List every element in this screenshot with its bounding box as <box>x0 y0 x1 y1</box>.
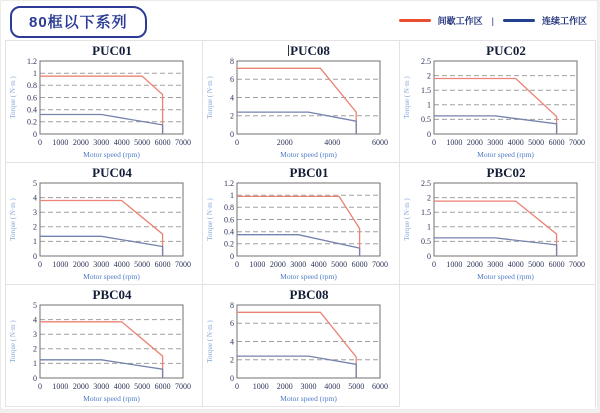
chart-cell-pbc04 <box>6 285 203 407</box>
svg-text:2000: 2000 <box>72 382 89 391</box>
svg-text:Torque ( N·m ): Torque ( N·m ) <box>403 198 411 241</box>
svg-text:Motor speed (rpm): Motor speed (rpm) <box>280 150 337 159</box>
svg-text:3: 3 <box>33 208 37 217</box>
svg-text:0.6: 0.6 <box>27 93 37 103</box>
svg-text:5000: 5000 <box>528 260 545 269</box>
svg-text:8: 8 <box>230 58 234 66</box>
chart-title: PBC01 <box>289 165 329 180</box>
torque-speed-chart-puc01 <box>6 58 202 162</box>
svg-text:Torque ( N·m ): Torque ( N·m ) <box>9 320 17 363</box>
chart-title: PUC08 <box>229 43 389 58</box>
svg-text:0: 0 <box>33 373 37 383</box>
svg-text:3000: 3000 <box>93 260 110 269</box>
svg-text:1000: 1000 <box>52 382 69 391</box>
svg-text:1: 1 <box>33 237 37 247</box>
header <box>1 1 597 40</box>
svg-text:2: 2 <box>427 71 431 81</box>
torque-speed-chart-puc02 <box>400 58 596 162</box>
svg-text:0.4: 0.4 <box>27 105 37 115</box>
chart-title: PUC04 <box>92 165 132 180</box>
svg-text:0.4: 0.4 <box>224 227 234 237</box>
intermittent-legend-label: 间歇工作区 <box>437 16 483 26</box>
svg-text:7000: 7000 <box>569 260 585 269</box>
chart-cell-puc04 <box>6 163 203 285</box>
svg-text:6000: 6000 <box>154 138 171 147</box>
svg-text:4000: 4000 <box>507 260 524 269</box>
svg-text:4000: 4000 <box>324 138 341 147</box>
svg-text:0: 0 <box>427 251 431 261</box>
svg-text:0.2: 0.2 <box>224 239 234 249</box>
svg-text:4: 4 <box>33 315 37 325</box>
svg-text:1.5: 1.5 <box>421 208 431 217</box>
torque-speed-chart-puc04 <box>6 180 202 284</box>
svg-text:Motor speed (rpm): Motor speed (rpm) <box>280 394 337 403</box>
svg-text:2000: 2000 <box>269 260 286 269</box>
svg-text:1: 1 <box>427 100 431 110</box>
svg-text:4000: 4000 <box>507 138 524 147</box>
svg-text:5000: 5000 <box>528 138 545 147</box>
chart-grid <box>5 40 596 407</box>
svg-text:4: 4 <box>33 193 37 203</box>
legend <box>399 14 587 27</box>
svg-text:Torque ( N·m ): Torque ( N·m ) <box>206 198 214 241</box>
svg-text:0.5: 0.5 <box>421 115 431 125</box>
svg-text:8: 8 <box>230 302 234 310</box>
svg-text:2000: 2000 <box>72 138 89 147</box>
svg-text:2000: 2000 <box>276 138 293 147</box>
svg-text:4000: 4000 <box>113 382 130 391</box>
svg-text:5000: 5000 <box>348 382 365 391</box>
svg-text:4000: 4000 <box>113 260 130 269</box>
svg-text:1000: 1000 <box>446 260 463 269</box>
svg-text:5000: 5000 <box>134 382 151 391</box>
svg-text:0: 0 <box>38 138 42 147</box>
svg-text:3000: 3000 <box>93 138 110 147</box>
svg-text:Torque ( N·m ): Torque ( N·m ) <box>403 76 411 119</box>
torque-speed-chart-puc08 <box>203 58 399 162</box>
chart-cell-puc01 <box>6 41 203 163</box>
svg-text:6: 6 <box>230 75 234 85</box>
torque-speed-chart-pbc04 <box>6 302 202 406</box>
svg-text:5: 5 <box>33 302 37 310</box>
svg-text:0: 0 <box>33 129 37 139</box>
svg-text:7000: 7000 <box>175 260 191 269</box>
svg-text:7000: 7000 <box>175 382 191 391</box>
chart-title: PUC02 <box>486 43 526 58</box>
svg-text:1.5: 1.5 <box>421 86 431 95</box>
svg-text:1000: 1000 <box>446 138 463 147</box>
svg-text:Motor speed (rpm): Motor speed (rpm) <box>280 272 337 281</box>
svg-text:3000: 3000 <box>93 382 110 391</box>
svg-text:Torque ( N·m ): Torque ( N·m ) <box>9 198 17 241</box>
svg-text:Torque ( N·m ): Torque ( N·m ) <box>206 320 214 363</box>
svg-text:4: 4 <box>230 93 234 103</box>
svg-text:4: 4 <box>230 337 234 347</box>
chart-cell-puc02 <box>400 41 596 163</box>
svg-text:1000: 1000 <box>249 260 266 269</box>
svg-text:3000: 3000 <box>290 260 307 269</box>
svg-text:2: 2 <box>427 193 431 203</box>
svg-text:Torque ( N·m ): Torque ( N·m ) <box>206 76 214 119</box>
svg-text:6000: 6000 <box>154 260 171 269</box>
chart-title: PBC08 <box>289 287 329 302</box>
svg-text:2: 2 <box>230 355 234 365</box>
svg-text:3000: 3000 <box>300 382 317 391</box>
svg-text:0: 0 <box>235 382 239 391</box>
svg-text:Motor speed (rpm): Motor speed (rpm) <box>83 272 140 281</box>
svg-text:5000: 5000 <box>331 260 348 269</box>
svg-text:2: 2 <box>33 222 37 232</box>
svg-text:Torque ( N·m ): Torque ( N·m ) <box>9 76 17 119</box>
svg-text:0: 0 <box>230 129 234 139</box>
svg-text:2: 2 <box>230 111 234 121</box>
empty-cell <box>400 285 596 407</box>
svg-text:5000: 5000 <box>134 138 151 147</box>
svg-text:6000: 6000 <box>154 382 171 391</box>
svg-text:0: 0 <box>432 138 436 147</box>
svg-text:0.6: 0.6 <box>224 215 234 225</box>
svg-text:1.2: 1.2 <box>224 180 234 188</box>
svg-text:Motor speed (rpm): Motor speed (rpm) <box>83 150 140 159</box>
intermittent-line-swatch <box>399 19 431 22</box>
svg-text:3000: 3000 <box>487 260 504 269</box>
svg-text:0: 0 <box>235 260 239 269</box>
svg-text:Motor speed (rpm): Motor speed (rpm) <box>477 150 534 159</box>
chart-cell-pbc02 <box>400 163 596 285</box>
svg-text:5: 5 <box>33 180 37 188</box>
continuous-line-swatch <box>503 19 535 22</box>
chart-title: PBC04 <box>92 287 132 302</box>
svg-text:1: 1 <box>230 191 234 200</box>
svg-text:4000: 4000 <box>310 260 327 269</box>
svg-text:0: 0 <box>235 138 239 147</box>
svg-text:1: 1 <box>33 69 37 78</box>
svg-text:2: 2 <box>33 344 37 354</box>
svg-text:7000: 7000 <box>569 138 585 147</box>
svg-text:1: 1 <box>33 359 37 369</box>
chart-cell-puc08 <box>203 41 400 163</box>
svg-text:0.5: 0.5 <box>421 237 431 247</box>
svg-text:0: 0 <box>33 251 37 261</box>
svg-text:3000: 3000 <box>487 138 504 147</box>
svg-text:4000: 4000 <box>113 138 130 147</box>
svg-text:2.5: 2.5 <box>421 180 431 188</box>
svg-text:1000: 1000 <box>52 138 69 147</box>
torque-speed-chart-pbc02 <box>400 180 596 284</box>
svg-text:2000: 2000 <box>466 138 483 147</box>
chart-title: PBC02 <box>486 165 526 180</box>
svg-text:3: 3 <box>33 330 37 339</box>
svg-text:2000: 2000 <box>276 382 293 391</box>
svg-text:0.8: 0.8 <box>27 81 37 91</box>
svg-text:6000: 6000 <box>372 382 388 391</box>
svg-text:0.2: 0.2 <box>27 117 37 127</box>
torque-speed-chart-pbc08 <box>203 302 399 406</box>
svg-text:7000: 7000 <box>372 260 388 269</box>
svg-text:6000: 6000 <box>351 260 368 269</box>
svg-text:0: 0 <box>230 373 234 383</box>
svg-text:1000: 1000 <box>52 260 69 269</box>
svg-text:0: 0 <box>38 260 42 269</box>
svg-text:7000: 7000 <box>175 138 191 147</box>
continuous-legend-label: 连续工作区 <box>541 16 587 26</box>
svg-text:Motor speed (rpm): Motor speed (rpm) <box>83 394 140 403</box>
svg-text:0: 0 <box>230 251 234 261</box>
svg-text:0: 0 <box>427 129 431 139</box>
svg-text:1.2: 1.2 <box>27 58 37 66</box>
svg-text:0.8: 0.8 <box>224 203 234 213</box>
chart-cell-pbc01 <box>203 163 400 285</box>
chart-cell-pbc08 <box>203 285 400 407</box>
svg-text:1: 1 <box>427 222 431 232</box>
svg-text:6: 6 <box>230 319 234 329</box>
svg-text:6000: 6000 <box>548 260 565 269</box>
svg-text:4000: 4000 <box>324 382 341 391</box>
svg-text:6000: 6000 <box>548 138 565 147</box>
legend-separator: | <box>491 15 494 26</box>
series-title-badge: 80框以下系列 <box>10 6 147 38</box>
svg-text:2000: 2000 <box>72 260 89 269</box>
svg-text:Motor speed (rpm): Motor speed (rpm) <box>477 272 534 281</box>
torque-speed-chart-pbc01 <box>203 180 399 284</box>
svg-text:0: 0 <box>432 260 436 269</box>
svg-text:0: 0 <box>38 382 42 391</box>
svg-text:2.5: 2.5 <box>421 58 431 66</box>
svg-text:6000: 6000 <box>372 138 388 147</box>
svg-text:1000: 1000 <box>252 382 269 391</box>
svg-text:2000: 2000 <box>466 260 483 269</box>
chart-title: PUC01 <box>92 43 132 58</box>
svg-text:5000: 5000 <box>134 260 151 269</box>
